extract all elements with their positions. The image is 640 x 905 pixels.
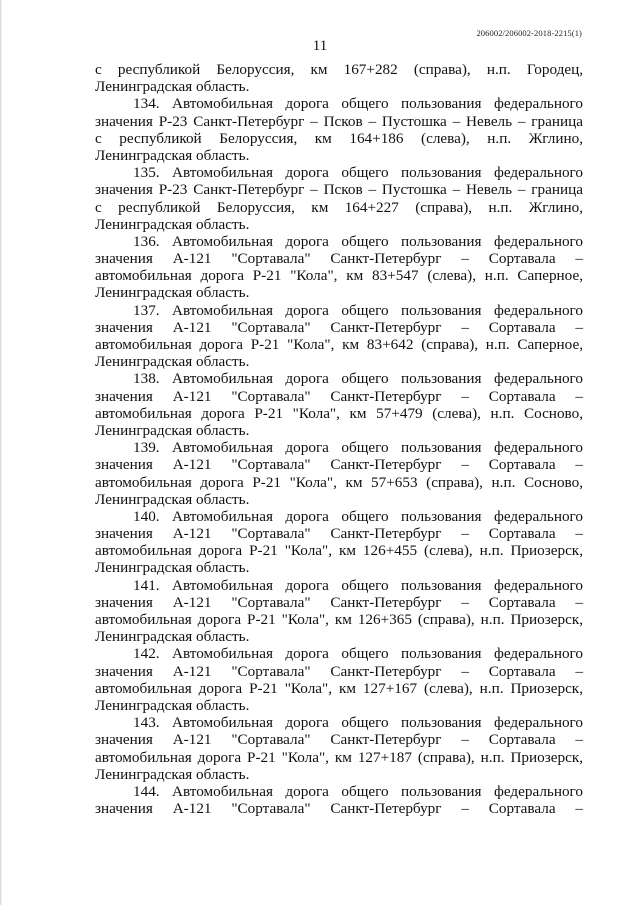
text-line: Ленинградская область.: [95, 490, 250, 508]
text-line: Ленинградская область.: [95, 421, 250, 439]
text-line: Ленинградская область.: [95, 146, 250, 164]
text-line: Ленинградская область.: [95, 628, 250, 646]
text-line: значения А-121 "Сортавала" Санкт-Петербург – Сортавала –: [95, 318, 583, 336]
text-line: Ленинградская область.: [95, 559, 250, 577]
text-line: автомобильная дорога Р-21 "Кола", км 57+653 (справа), н.п. Сосново,: [95, 473, 583, 491]
text-line: 142. Автомобильная дорога общего пользования федерального: [133, 645, 583, 663]
list-item: [95, 714, 583, 783]
page-number: 11: [312, 38, 328, 54]
list-item: [95, 370, 583, 439]
document-body: [95, 61, 583, 817]
text-line: значения А-121 "Сортавала" Санкт-Петербург – Сортавала –: [95, 387, 583, 405]
list-item: [95, 61, 583, 95]
text-line: автомобильная дорога Р-21 "Кола", км 127+187 (справа), н.п. Приозерск,: [95, 748, 583, 766]
text-line: автомобильная дорога Р-21 "Кола", км 126+455 (слева), н.п. Приозерск,: [95, 542, 583, 560]
text-line: автомобильная дорога Р-21 "Кола", км 127+167 (слева), н.п. Приозерск,: [95, 679, 583, 697]
text-line: Ленинградская область.: [95, 78, 250, 96]
list-item: [95, 508, 583, 577]
text-line: Ленинградская область.: [95, 765, 250, 783]
text-line: значения А-121 "Сортавала" Санкт-Петербург – Сортавала –: [95, 456, 583, 474]
text-line: с республикой Белоруссия, км 164+227 (справа), н.п. Жглино,: [95, 198, 583, 216]
text-line: с республикой Белоруссия, км 164+186 (слева), н.п. Жглино,: [95, 129, 583, 147]
text-line: значения А-121 "Сортавала" Санкт-Петербург – Сортавала –: [95, 250, 583, 268]
text-line: 135. Автомобильная дорога общего пользования федерального: [133, 164, 583, 182]
text-line: Ленинградская область.: [95, 215, 250, 233]
text-line: 137. Автомобильная дорога общего пользования федерального: [133, 301, 583, 319]
list-item: [95, 95, 583, 164]
list-item: [95, 439, 583, 508]
list-item: [95, 302, 583, 371]
text-line: значения А-121 "Сортавала" Санкт-Петербург – Сортавала –: [95, 731, 583, 749]
text-line: 143. Автомобильная дорога общего пользования федерального: [133, 714, 583, 732]
text-line: значения Р-23 Санкт-Петербург – Псков – Пустошка – Невель – граница: [95, 112, 583, 130]
text-line: автомобильная дорога Р-21 "Кола", км 57+479 (слева), н.п. Сосново,: [95, 404, 583, 422]
text-line: значения А-121 "Сортавала" Санкт-Петербург – Сортавала –: [95, 662, 583, 680]
text-line: 140. Автомобильная дорога общего пользования федерального: [133, 507, 583, 525]
text-line: значения А-121 "Сортавала" Санкт-Петербург – Сортавала –: [95, 525, 583, 543]
text-line: 134. Автомобильная дорога общего пользования федерального: [133, 95, 583, 113]
text-line: 141. Автомобильная дорога общего пользования федерального: [133, 576, 583, 594]
text-line: значения А-121 "Сортавала" Санкт-Петербург – Сортавала –: [95, 593, 583, 611]
text-line: Ленинградская область.: [95, 353, 250, 371]
list-item: [95, 645, 583, 714]
list-item: [95, 783, 583, 817]
text-line: 144. Автомобильная дорога общего пользования федерального: [133, 782, 583, 800]
list-item: [95, 577, 583, 646]
list-item: [95, 233, 583, 302]
text-line: с республикой Белоруссия, км 167+282 (справа), н.п. Городец,: [95, 61, 583, 78]
text-line: значения Р-23 Санкт-Петербург – Псков – Пустошка – Невель – граница: [95, 181, 583, 199]
scan-edge: [0, 0, 2, 905]
text-line: 139. Автомобильная дорога общего пользования федерального: [133, 439, 583, 457]
text-line: Ленинградская область.: [95, 696, 250, 714]
document-id: 206002/206002-2018-2215(1): [476, 28, 582, 38]
text-line: 136. Автомобильная дорога общего пользования федерального: [133, 232, 583, 250]
text-line: автомобильная дорога Р-21 "Кола", км 83+642 (справа), н.п. Саперное,: [95, 336, 583, 353]
text-line: значения А-121 "Сортавала" Санкт-Петербург – Сортавала –: [95, 800, 583, 818]
list-item: [95, 164, 583, 233]
text-line: Ленинградская область.: [95, 284, 250, 302]
text-line: автомобильная дорога Р-21 "Кола", км 126+365 (справа), н.п. Приозерск,: [95, 611, 583, 628]
text-line: автомобильная дорога Р-21 "Кола", км 83+547 (слева), н.п. Саперное,: [95, 267, 583, 285]
text-line: 138. Автомобильная дорога общего пользования федерального: [133, 370, 583, 388]
